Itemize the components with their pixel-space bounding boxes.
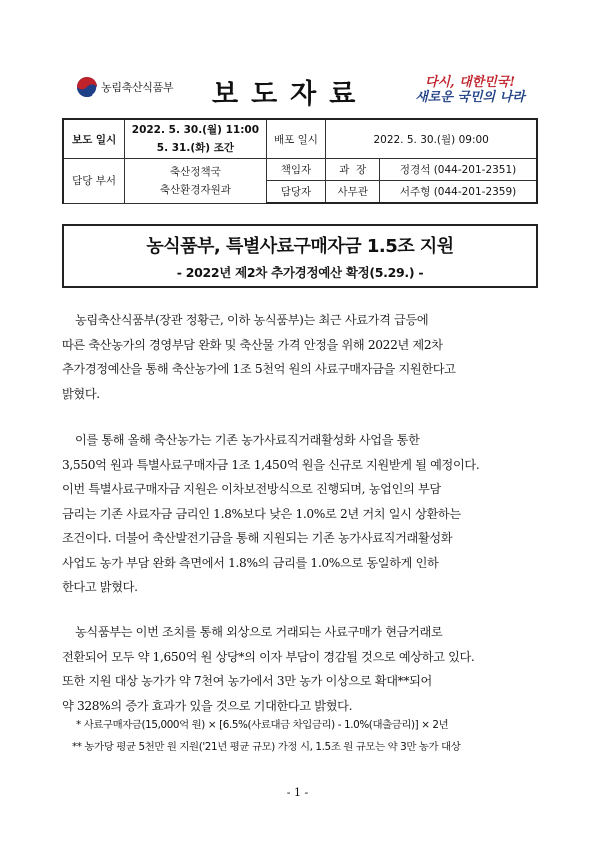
dept-names — [125, 159, 266, 204]
release-label: 보도 일시 — [63, 119, 125, 159]
slogan — [400, 75, 540, 105]
responsible-contact: 정경석 (044-201-2351) — [380, 159, 537, 181]
paragraph-line: 따른 축산농가의 경영부담 완화 및 축산물 가격 안정을 위해 2022년 제2차 — [62, 337, 443, 352]
paragraph-line: 농림축산식품부(장관 정황근, 이하 농식품부)는 최근 사료가격 급등에 — [75, 313, 429, 327]
dept-label: 담당 부서 — [63, 159, 125, 204]
paragraph-3 — [62, 620, 538, 718]
paragraph-line: 한다고 밝혔다. — [62, 580, 138, 594]
paragraph-line: 3,550억 원과 특별사료구매자금 1조 1,450억 원을 신규로 지원받게 될 예정이다. — [62, 457, 480, 472]
headline-subtitle: - 2022년 제2차 추가경정예산 확정(5.29.) - — [176, 265, 424, 280]
paragraph-line: 조건이다. 더불어 축산발전기금을 통해 지원되는 기존 농가사료직거래활성화 — [62, 531, 453, 545]
headline-box — [62, 224, 538, 288]
paragraph-line: 이를 통해 올해 축산농가는 기존 농가사료직거래활성화 사업을 통한 — [75, 433, 420, 447]
paragraph-line: 사업도 농가 부담 완화 측면에서 1.8%의 금리를 1.0%으로 동일하게 인하 — [62, 555, 439, 570]
dept-line2: 축산환경자원과 — [159, 183, 231, 196]
footnote-1: * 사료구매자금(15,000억 원) × [6.5%(사료대금 차입금리) - 1.0%(대출금리)] × 2년 — [76, 719, 449, 731]
paragraph-line: 밝혔다. — [62, 386, 100, 401]
paragraph-line: 이번 특별사료구매자금 지원은 이차보전방식으로 진행되며, 농업인의 부담 — [62, 482, 441, 496]
distribution-time: 2022. 5. 30.(월) 09:00 — [326, 119, 537, 159]
paragraph-line: 농식품부는 이번 조치를 통해 외상으로 거래되는 사료구매가 현금거래로 — [75, 625, 443, 639]
staff-label: 담당자 — [266, 181, 326, 204]
distribution-label: 배포 일시 — [266, 119, 326, 159]
release-time-line2: 5. 31.(화) 조간 — [156, 142, 235, 154]
responsible-label: 책임자 — [266, 159, 326, 181]
headline-title: 농식품부, 특별사료구매자금 1.5조 지원 — [146, 236, 454, 257]
release-time — [125, 119, 266, 159]
paragraph-line: 약 328%의 증가 효과가 있을 것으로 기대한다고 밝혔다. — [62, 698, 353, 713]
footnote-2: ** 농가당 평균 5천만 원 지원('21년 평균 규모) 가정 시, 1.5조 원 규모는 약 3만 농가 대상 — [72, 741, 461, 753]
dept-line1: 축산정책국 — [170, 165, 221, 178]
paragraph-1 — [62, 308, 538, 406]
staff-contact: 서주형 (044-201-2359) — [380, 181, 537, 204]
government-emblem-icon — [76, 76, 98, 98]
ministry-name: 농림축산식품부 — [101, 81, 174, 94]
release-time-line1: 2022. 5. 30.(월) 11:00 — [131, 124, 260, 136]
doc-type-title: 보도자료 — [212, 79, 369, 110]
press-header — [62, 52, 538, 114]
responsible-title: 과 장 — [326, 159, 380, 181]
release-info-table — [62, 118, 538, 204]
page-number: - 1 - — [286, 786, 309, 799]
staff-title: 사무관 — [326, 181, 380, 204]
paragraph-2 — [62, 428, 538, 600]
slogan-line1: 다시, 대한민국! — [424, 75, 516, 90]
paragraph-line: 전환되어 모두 약 1,650억 원 상당*의 이자 부담이 경감될 것으로 예상하고 있다. — [62, 649, 475, 664]
paragraph-line: 금리는 기존 사료자금 금리인 1.8%보다 낮은 1.0%로 2년 거치 일시 상환하는 — [62, 506, 461, 521]
paragraph-line: 또한 지원 대상 농가가 약 7천여 농가에서 3만 농가 이상으로 확대**되어 — [62, 674, 432, 688]
slogan-line2: 새로운 국민의 나라 — [415, 90, 525, 105]
paragraph-line: 추가경정예산을 통해 축산농가에 1조 5천억 원의 사료구매자금을 지원한다고 — [62, 362, 456, 376]
